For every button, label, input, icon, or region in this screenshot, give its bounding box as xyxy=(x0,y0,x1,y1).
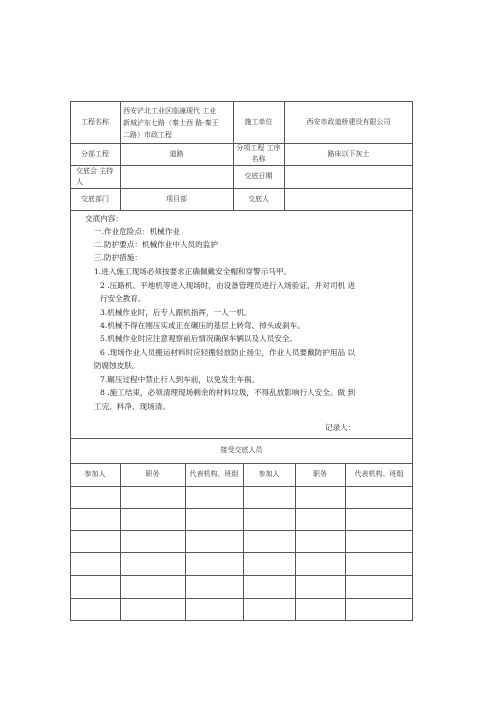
content-line: 3.机械作业时，后专人跟机指挥，一人一机。 xyxy=(100,308,252,317)
dept-value: 项目部 xyxy=(166,195,187,203)
project-name-line: 二路）市政工程 xyxy=(123,131,172,139)
project-name-label: 工程名称 xyxy=(81,118,109,126)
presenter-label: 交底人 xyxy=(248,195,269,203)
sub-project-label: 分部工程 xyxy=(81,150,109,158)
content-title: 交底内容： xyxy=(85,214,123,223)
column-header: 代表机构、班组 xyxy=(354,470,404,478)
content-line: 二.防护要点：机械作业中人员的监护 xyxy=(94,240,218,249)
content-line: 2 .压路机、平地机等进入现场时，由设备管理员进行入场验证，并对司机 进 xyxy=(100,281,356,290)
content-line: 一.作业危险点：机械作业 xyxy=(94,227,180,236)
column-header: 代表机构、班组 xyxy=(189,470,239,478)
recipients-title: 接受交底人员 xyxy=(220,446,263,454)
content-line: 三.防护措施： xyxy=(94,253,142,262)
content-line: 5.机械作业时应注意观察前后情况确保车辆以及人员安全。 xyxy=(100,334,298,343)
content-line: 8 .施工结束，必须清理现场剩余的材料垃圾，不得乱放影响行人安全。做 到 xyxy=(100,388,356,397)
item-project-value: 路床以下灰土 xyxy=(327,150,370,158)
project-name-line: 西安浐北工业区临潼现代 工业 xyxy=(123,107,217,115)
content-line: 行安全教育。 xyxy=(100,294,146,303)
content-line: 防腐蚀皮肤。 xyxy=(94,361,140,370)
content-line: 1.进入施工现场必须按要求正确佩戴安全帽和穿警示马甲。 xyxy=(94,267,292,276)
column-header: 职务 xyxy=(145,470,160,478)
construction-unit-label: 施工单位 xyxy=(244,118,273,126)
content-line: 4.机械不得在刚压实或正在碾压的基层上转弯、掉头或刹车。 xyxy=(100,321,305,330)
sub-project-value: 道路 xyxy=(169,150,184,158)
dept-label: 交底部门 xyxy=(81,195,109,203)
project-name-line: 新城浐东七路（秦土西 路-秦王 xyxy=(123,119,219,127)
column-header: 参加人 xyxy=(258,470,280,478)
column-header: 参加人 xyxy=(84,470,106,478)
item-project-label: 分项工程 工序 名称 xyxy=(236,144,281,163)
construction-unit-value: 西安市政道桥建设有限公司 xyxy=(306,118,391,126)
content-line: 6 .现场作业人员搬运材料时应轻搬轻放防止扬尘，作业人员要戴防护用品 以 xyxy=(100,348,356,357)
recorder-label: 记录人： xyxy=(325,423,356,432)
date-label: 交底日期 xyxy=(244,172,273,180)
content-line: 7.碾压过程中禁止行人到车前，以免发生车祸。 xyxy=(100,375,260,384)
host-label: 交底会 主持 人 xyxy=(76,167,114,186)
column-header: 职务 xyxy=(313,470,327,478)
content-line: 工完、料净、现场清。 xyxy=(94,402,170,411)
